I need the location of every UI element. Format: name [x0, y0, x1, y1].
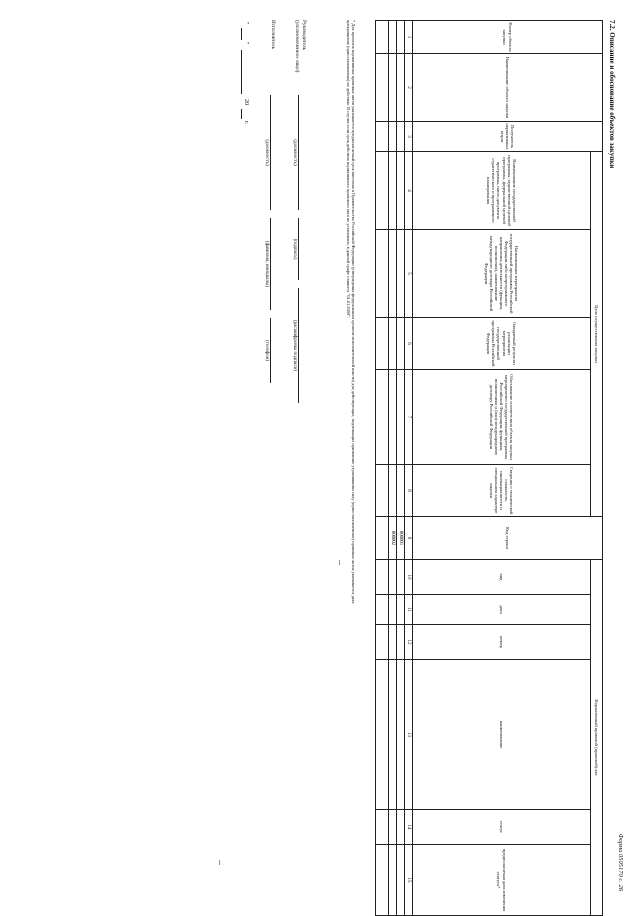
- header-justification: Обоснование соответствия объекта закупки мероприятию государственной программы Российской Федерации, функциям, полномочиям и (или) международному договору Российской Федерации: [413, 370, 591, 465]
- cell-input[interactable]: [376, 625, 389, 660]
- cell-input[interactable]: [389, 152, 397, 230]
- cell-input[interactable]: [376, 560, 389, 595]
- table-row: [397, 21, 405, 916]
- section-title: 7.2. Описание и обоснование объектов закупки: [608, 20, 616, 169]
- head-signature-line[interactable]: [298, 218, 299, 280]
- header-act-number: номер: [413, 625, 591, 660]
- cell-input[interactable]: [397, 318, 405, 370]
- col-number: 1: [405, 21, 413, 54]
- head-position-line[interactable]: [298, 95, 299, 210]
- column-numbers-row: [405, 21, 413, 916]
- cell-input[interactable]: [397, 625, 405, 660]
- cell-input[interactable]: [389, 595, 397, 625]
- date-year-suffix: г.: [243, 121, 249, 125]
- scan-mark: [219, 860, 220, 865]
- header-cost-recipient: Получатель нормативных затрат: [413, 122, 603, 152]
- col-number: 10: [405, 560, 413, 595]
- table-row: [376, 21, 389, 916]
- scan-mark: [339, 560, 340, 565]
- cell-input[interactable]: [397, 21, 405, 54]
- col-number: 12: [405, 625, 413, 660]
- header-act-title: наименование: [413, 660, 591, 810]
- cell-input[interactable]: [389, 21, 397, 54]
- executor-name-line[interactable]: [270, 218, 271, 310]
- cell-input[interactable]: [376, 122, 389, 152]
- header-row-code: Код строки: [413, 517, 603, 560]
- cell-input[interactable]: [389, 318, 397, 370]
- cell-input[interactable]: [389, 370, 397, 465]
- cell-input[interactable]: [397, 560, 405, 595]
- col-number: 4: [405, 152, 413, 230]
- cell-input[interactable]: [397, 370, 405, 465]
- col-number: 13: [405, 660, 413, 810]
- header-status-change-date: предполагаемая дата изменения статуса*: [413, 845, 591, 916]
- header-act-date: дата: [413, 595, 591, 625]
- header-program-name: Наименование государственной программы, ведомственной целевой программы, федеральной целевой программы, иного документа стратегического и программного планирования: [413, 152, 591, 230]
- cell-input[interactable]: [376, 660, 389, 810]
- head-name-caption: (расшифровка подписи): [292, 319, 297, 372]
- col-number: 14: [405, 810, 413, 845]
- cell-input[interactable]: [376, 465, 389, 517]
- row-code: 000001: [397, 517, 405, 560]
- date-quote-close: ": [243, 42, 249, 45]
- cell-input[interactable]: [389, 810, 397, 845]
- header-legal-act-group: Нормативный правовой (правовой) акт: [591, 560, 603, 916]
- cell-input[interactable]: [389, 625, 397, 660]
- header-complexity-info: Сведения о технической сложности, инновационности и специальном характере закупки: [413, 465, 591, 517]
- cell-input[interactable]: [376, 152, 389, 230]
- footnote: * Для проектов нормативных правовых актов указывается предполагаемый срок внесения в Правительство Российской Федерации (утверждения федеральным органом исполнительной власти) для действующих, подлежащих признанию утратившими силу (приостановленных) правовых актов указывается дата прекращения (приостановления) их действия. В случае если срок действия нормативного правового акта не установлен, в данной графе ставится "01.01.2099".: [345, 20, 356, 604]
- col-number: 5: [405, 230, 413, 318]
- head-position-caption: (должность): [292, 139, 297, 166]
- executor-label: Исполнитель: [270, 20, 276, 50]
- cell-input[interactable]: [397, 54, 405, 122]
- cell-input[interactable]: [397, 122, 405, 152]
- cell-input[interactable]: [397, 152, 405, 230]
- col-number: 11: [405, 595, 413, 625]
- col-number: 3: [405, 122, 413, 152]
- col-number: 2: [405, 54, 413, 122]
- cell-input[interactable]: [397, 595, 405, 625]
- cell-input[interactable]: [389, 122, 397, 152]
- head-label: Руководитель: [301, 20, 307, 51]
- date-month-line[interactable]: [241, 50, 242, 94]
- header-goal-group: Цель осуществления закупки: [591, 152, 603, 517]
- executor-position-line[interactable]: [270, 95, 271, 210]
- head-name-line[interactable]: [298, 288, 299, 403]
- cell-input[interactable]: [389, 465, 397, 517]
- header-object-number: Номер объекта закупки: [413, 21, 603, 54]
- cell-input[interactable]: [376, 230, 389, 318]
- date-year-line[interactable]: [241, 109, 242, 119]
- cell-input[interactable]: [397, 660, 405, 810]
- head-sublabel: (уполномоченное лицо): [294, 20, 300, 73]
- executor-phone-caption: (телефон): [264, 340, 269, 361]
- col-number: 7: [405, 370, 413, 465]
- header-measure-name: Наименование мероприятия государственной программы Российской Федерации либо непрограммного направления деятельности (функции, полномочия), наименование международного договора Российской Федерации: [413, 230, 591, 318]
- cell-input[interactable]: [389, 660, 397, 810]
- cell-input[interactable]: [389, 560, 397, 595]
- cell-input[interactable]: [389, 230, 397, 318]
- header-act-status: статус: [413, 810, 591, 845]
- header-act-type: вид: [413, 560, 591, 595]
- header-object-name: Наименование объекта закупки: [413, 54, 603, 122]
- date-year-prefix: 20: [243, 99, 249, 105]
- cell-input[interactable]: [397, 810, 405, 845]
- cell-input[interactable]: [389, 54, 397, 122]
- col-number: 6: [405, 318, 413, 370]
- cell-input[interactable]: [376, 54, 389, 122]
- row-code: 000002: [389, 517, 397, 560]
- date-day-line[interactable]: [241, 28, 242, 40]
- col-number: 15: [405, 845, 413, 916]
- cell-input[interactable]: [376, 810, 389, 845]
- cell-input[interactable]: [376, 517, 389, 560]
- executor-name-caption: (фамилия, инициалы): [264, 240, 269, 288]
- col-number: 8: [405, 465, 413, 517]
- header-expected-result: Ожидаемый результат реализации мероприятия государственной программы Российской Федерации: [413, 318, 591, 370]
- date-quote-open: ": [243, 22, 249, 25]
- executor-position-caption: (должность): [264, 139, 269, 166]
- cell-input[interactable]: [376, 21, 389, 54]
- table-row: [389, 21, 397, 916]
- executor-phone-line[interactable]: [270, 318, 271, 383]
- cell-input[interactable]: [397, 230, 405, 318]
- cell-input[interactable]: [376, 370, 389, 465]
- cell-input[interactable]: [376, 595, 389, 625]
- cell-input[interactable]: [376, 318, 389, 370]
- head-signature-caption: (подпись): [292, 238, 297, 260]
- col-number: 9: [405, 517, 413, 560]
- cell-input[interactable]: [397, 465, 405, 517]
- procurement-objects-table: [375, 20, 603, 916]
- form-reference: Форма 0505170 с. 26: [617, 833, 624, 891]
